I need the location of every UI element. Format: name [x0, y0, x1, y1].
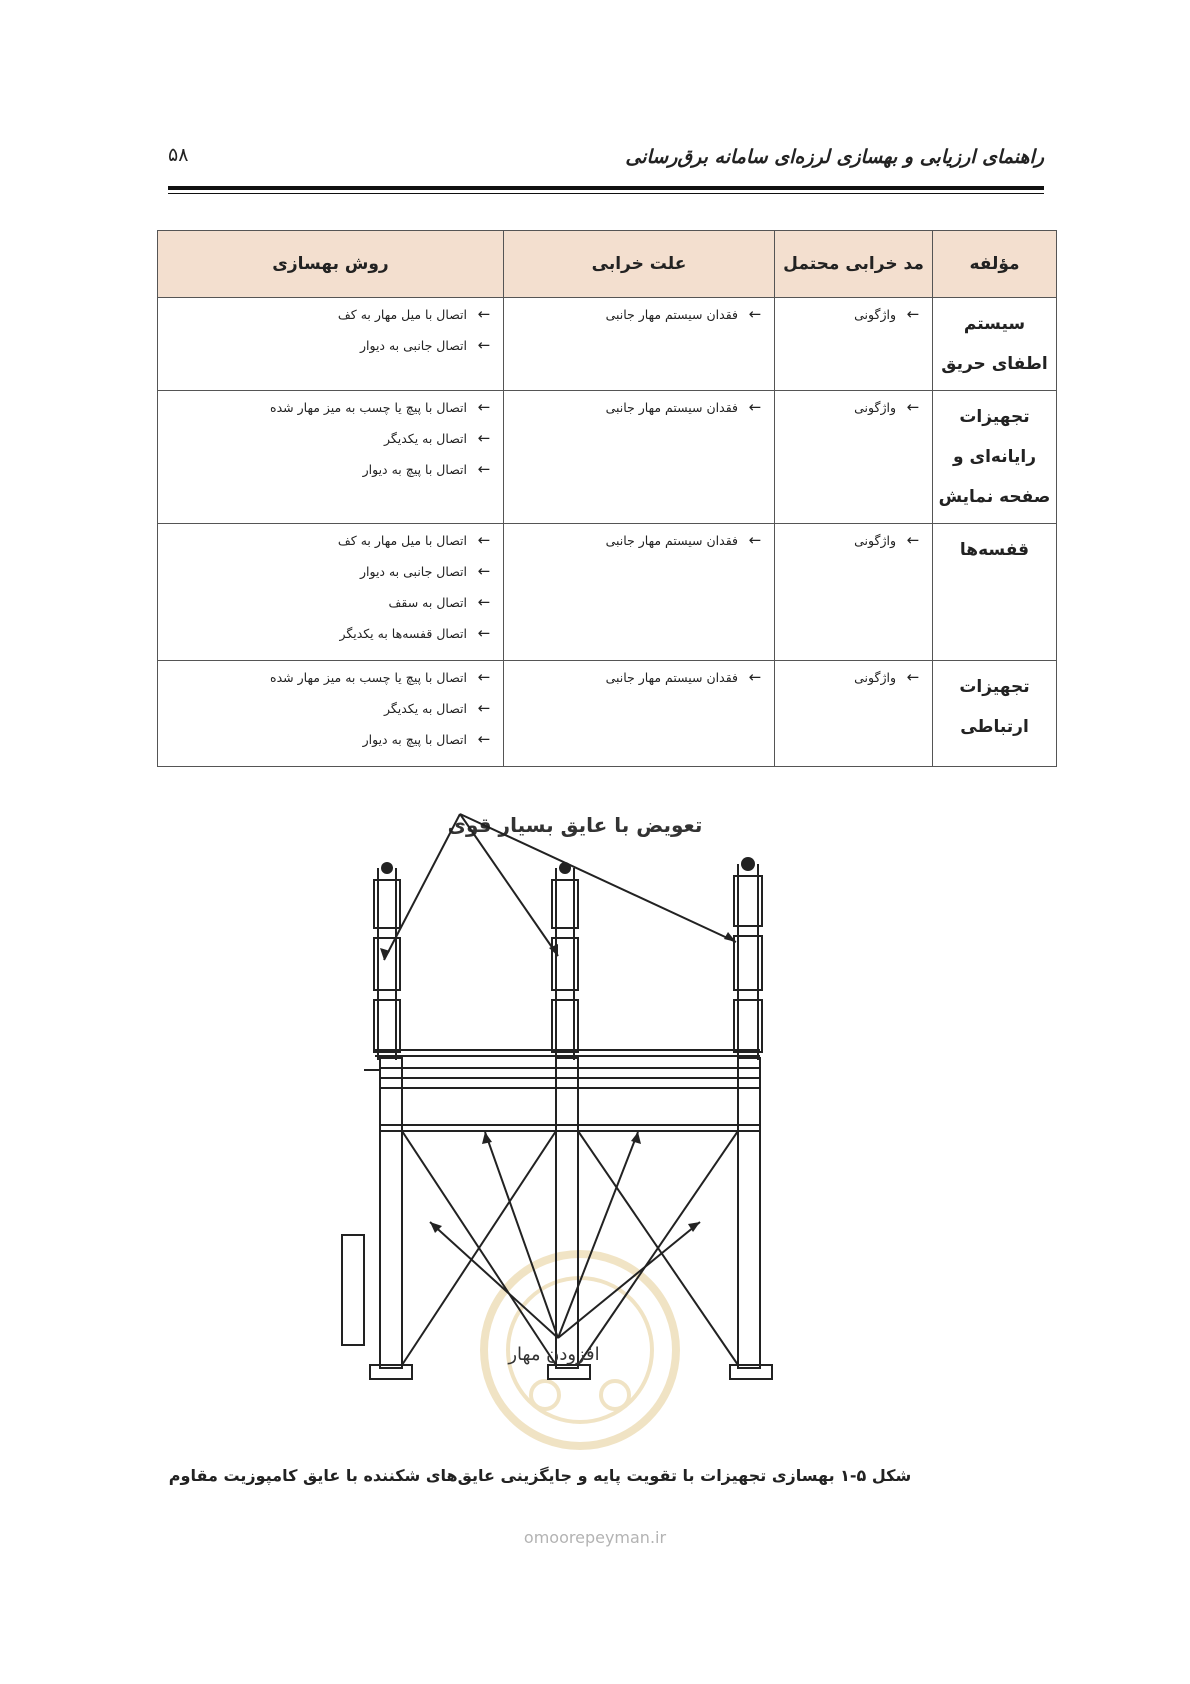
- page-header: [168, 140, 1044, 180]
- page-number: ۵۸: [168, 144, 189, 166]
- item-text: اتصال جانبی به دیوار: [359, 564, 467, 579]
- arrow-left-icon: ←: [477, 668, 491, 686]
- arrow-left-icon: ←: [477, 460, 491, 478]
- list-item: [510, 530, 766, 561]
- header-component: مؤلفه: [933, 231, 1057, 298]
- table-row: [158, 298, 1057, 391]
- header-rule-thick: [168, 186, 1044, 190]
- arrow-left-icon: ←: [477, 336, 491, 354]
- item-text: اتصال قفسه‌ها به یکدیگر: [339, 626, 467, 641]
- item-text: اتصال با پیچ یا چسب به میز مهار شده: [270, 670, 467, 685]
- failure-mode-cell: [775, 661, 933, 767]
- retrofit-cell: [158, 391, 504, 524]
- arrow-left-icon: ←: [477, 531, 491, 549]
- list-item: [164, 428, 495, 459]
- figure-bottom-label: افزودن مهار: [508, 1344, 600, 1365]
- arrow-left-icon: ←: [477, 562, 491, 580]
- retrofit-cell: [158, 298, 504, 391]
- arrow-left-icon: ←: [477, 699, 491, 717]
- arrow-left-icon: ←: [748, 398, 762, 416]
- arrow-left-icon: ←: [906, 398, 920, 416]
- cause-cell: [504, 661, 775, 767]
- list-item: [164, 561, 495, 592]
- list-item: [510, 304, 766, 335]
- table-row: [158, 391, 1057, 524]
- list-item: [510, 667, 766, 698]
- insulator-columns: [374, 864, 762, 1060]
- top-arrowheads: [380, 932, 736, 960]
- list-item: [164, 304, 495, 335]
- item-text: اتصال به سقف: [388, 595, 467, 610]
- failure-mode-cell: [775, 298, 933, 391]
- cause-cell: [504, 524, 775, 661]
- item-text: اتصال با پیچ به دیوار: [362, 732, 467, 747]
- item-text: اتصال با پیچ یا چسب به میز مهار شده: [270, 400, 467, 415]
- list-item: [781, 397, 924, 428]
- list-item: [164, 397, 495, 428]
- item-text: واژگونی: [854, 400, 896, 415]
- bottom-arrowheads: [430, 1132, 700, 1233]
- arrow-left-icon: ←: [477, 730, 491, 748]
- arrow-left-icon: ←: [477, 593, 491, 611]
- retrofit-cell: [158, 524, 504, 661]
- list-item: [164, 530, 495, 561]
- component-cell: تجهیزات ارتباطی: [933, 661, 1057, 767]
- header-rule-thin: [168, 193, 1044, 194]
- arrow-left-icon: ←: [477, 429, 491, 447]
- item-text: واژگونی: [854, 307, 896, 322]
- header-cause: علت خرابی: [504, 231, 775, 298]
- arrow-left-icon: ←: [477, 398, 491, 416]
- arrow-left-icon: ←: [477, 624, 491, 642]
- list-item: [164, 459, 495, 490]
- item-text: واژگونی: [854, 670, 896, 685]
- list-item: [781, 304, 924, 335]
- arrow-left-icon: ←: [748, 305, 762, 323]
- arrow-left-icon: ←: [906, 305, 920, 323]
- running-title: راهنمای ارزیابی و بهسازی لرزه‌ای سامانه برق‌رسانی: [625, 146, 1044, 168]
- item-text: اتصال با میل مهار به کف: [337, 307, 467, 322]
- figure: [320, 810, 880, 1450]
- retrofit-table: [157, 230, 1057, 767]
- arrow-left-icon: ←: [906, 531, 920, 549]
- arrow-left-icon: ←: [477, 305, 491, 323]
- item-text: اتصال با پیچ به دیوار: [362, 462, 467, 477]
- list-item: [164, 729, 495, 760]
- table-body: [158, 298, 1057, 767]
- item-text: فقدان سیستم مهار جانبی: [605, 307, 738, 322]
- component-cell: سیستم اطفای حریق: [933, 298, 1057, 391]
- header-failure-mode: مد خرابی محتمل: [775, 231, 933, 298]
- cause-cell: [504, 298, 775, 391]
- header-retrofit: روش بهسازی: [158, 231, 504, 298]
- list-item: [781, 530, 924, 561]
- list-item: [164, 592, 495, 623]
- item-text: اتصال به یکدیگر: [383, 701, 467, 716]
- list-item: [164, 335, 495, 366]
- insulator-retrofit-drawing: [320, 810, 880, 1450]
- retrofit-cell: [158, 661, 504, 767]
- list-item: [781, 667, 924, 698]
- item-text: فقدان سیستم مهار جانبی: [605, 400, 738, 415]
- item-text: فقدان سیستم مهار جانبی: [605, 533, 738, 548]
- cause-cell: [504, 391, 775, 524]
- failure-mode-cell: [775, 391, 933, 524]
- arrow-left-icon: ←: [906, 668, 920, 686]
- figure-caption: شکل ۵-۱ بهسازی تجهیزات با تقویت پایه و جایگزینی عایق‌های شکننده با عایق کامپوزیت مقاوم: [168, 1466, 912, 1485]
- failure-mode-cell: [775, 524, 933, 661]
- item-text: فقدان سیستم مهار جانبی: [605, 670, 738, 685]
- arrow-left-icon: ←: [748, 668, 762, 686]
- item-text: اتصال به یکدیگر: [383, 431, 467, 446]
- list-item: [510, 397, 766, 428]
- arrow-left-icon: ←: [748, 531, 762, 549]
- item-text: اتصال با میل مهار به کف: [337, 533, 467, 548]
- item-text: واژگونی: [854, 533, 896, 548]
- list-item: [164, 667, 495, 698]
- list-item: [164, 623, 495, 654]
- table-row: [158, 524, 1057, 661]
- table-header-row: [158, 231, 1057, 298]
- list-item: [164, 698, 495, 729]
- table-row: [158, 661, 1057, 767]
- figure-top-label: تعویض با عایق بسیار قوی: [447, 813, 703, 837]
- component-cell: قفسه‌ها: [933, 524, 1057, 661]
- support-structure: [342, 1050, 772, 1379]
- component-cell: تجهیزات رایانه‌ای و صفحه نمایش: [933, 391, 1057, 524]
- watermark-url: omoorepeyman.ir: [523, 1528, 667, 1547]
- item-text: اتصال جانبی به دیوار: [359, 338, 467, 353]
